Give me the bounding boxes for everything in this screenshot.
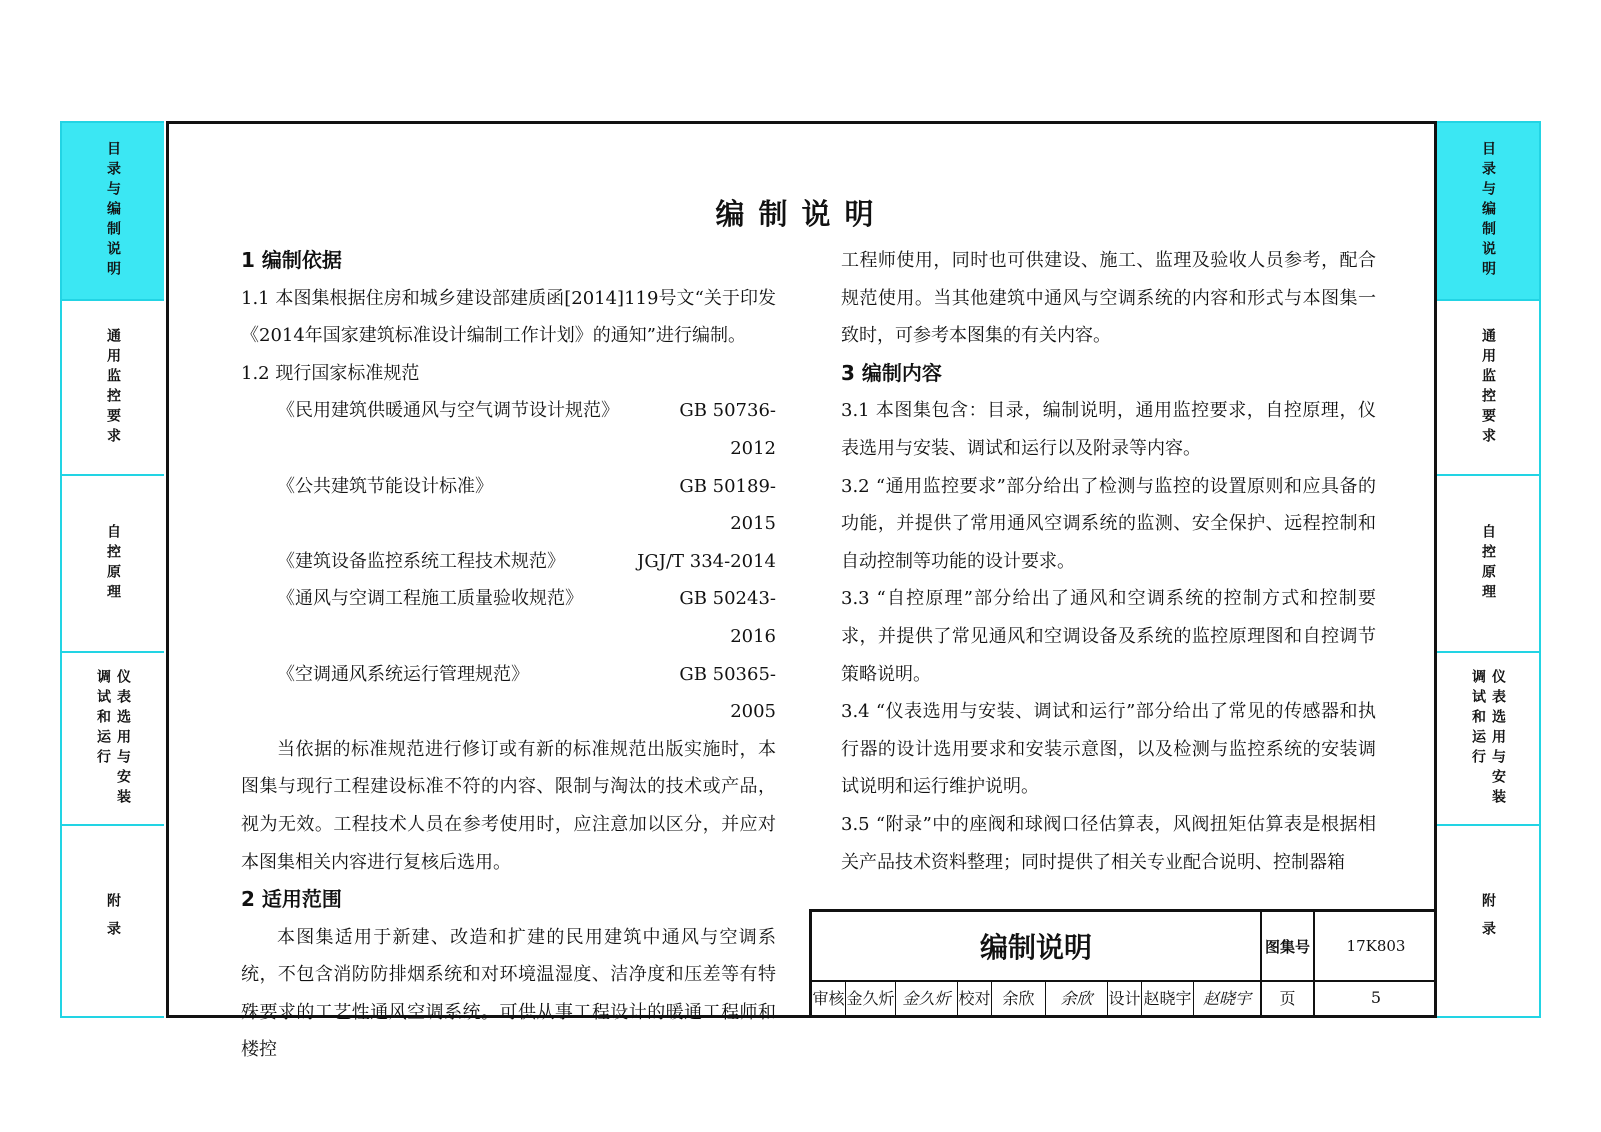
title-block bbox=[809, 909, 1437, 1015]
section-heading: 3 编制内容 bbox=[841, 360, 942, 385]
paragraph: 本图集适用于新建、改造和扩建的民用建筑中通风与空调系统，不包含消防防排烟系统和对环境温湿度、洁净度和压差等有特殊要求的工艺性通风空调系统。可供从事工程设计的暖通工程师和楼控 bbox=[241, 926, 776, 1061]
nav-tab-label: 自控原理 bbox=[1480, 523, 1496, 604]
paragraph: 1.2 现行国家标准规范 bbox=[241, 362, 420, 384]
reviewer-name: 金久炘 bbox=[846, 980, 896, 1015]
nav-tab-label-col2: 调试和运行 bbox=[95, 668, 111, 769]
paragraph: 当依据的标准规范进行修订或有新的标准规范出版实施时，本图集与现行工程建设标准不符的内容、限制与淘汰的技术或产品，视为无效。工程技术人员在参考使用时，应注意加以区分，并应对本图集相关内容进行复核后选用。 bbox=[241, 738, 776, 873]
standard-code: GB 50365-2005 bbox=[679, 663, 776, 723]
section-heading: 1 编制依据 bbox=[241, 248, 342, 272]
nav-tab-label: 目录与编制说明 bbox=[105, 141, 121, 281]
standard-row bbox=[241, 656, 776, 731]
nav-tab-label: 通用监控要求 bbox=[1480, 327, 1496, 448]
paragraph: 3.5 “附录”中的座阀和球阀口径估算表，风阀扭矩估算表是根据相关产品技术资料整理；同时提供了相关专业配合说明、控制器箱 bbox=[841, 813, 1376, 873]
standard-row bbox=[241, 468, 776, 543]
check-label: 校对 bbox=[958, 980, 992, 1015]
nav-tab-appendix[interactable] bbox=[1437, 826, 1539, 1016]
paragraph: 1.1 本图集根据住房和城乡建设部建质函[2014]119号文“关于印发《2014年国家建筑标准设计编制工作计划》的通知”进行编制。 bbox=[241, 287, 776, 347]
paragraph: 3.1 本图集包含：目录，编制说明，通用监控要求，自控原理，仪表选用与安装、调试和运行以及附录等内容。 bbox=[841, 400, 1376, 459]
page-title: 编制说明 bbox=[715, 197, 888, 231]
checker-name: 余欣 bbox=[992, 980, 1046, 1015]
nav-tab-label-col2: 调试和运行 bbox=[1470, 668, 1486, 769]
left-text-column bbox=[241, 242, 776, 1069]
standard-code: JGJ/T 334-2014 bbox=[637, 550, 776, 572]
right-section-nav bbox=[1437, 121, 1541, 1018]
standard-code: GB 50189-2015 bbox=[679, 475, 776, 535]
nav-tab-appendix[interactable] bbox=[62, 826, 164, 1016]
reviewer-signature: 金久炘 bbox=[896, 980, 958, 1015]
standard-name: 《公共建筑节能设计标准》 bbox=[277, 475, 493, 497]
right-text-column bbox=[841, 242, 1376, 881]
section-heading: 2 适用范围 bbox=[241, 887, 342, 912]
nav-tab-label bbox=[1469, 669, 1507, 809]
designer-name: 赵晓宇 bbox=[1142, 980, 1194, 1015]
paragraph: 3.3 “自控原理”部分给出了通风和空调系统的控制方式和控制要求，并提供了常见通风和空调设备及系统的监控原理图和自控调节策略说明。 bbox=[841, 588, 1376, 685]
nav-tab-instruments[interactable] bbox=[62, 653, 164, 826]
atlas-number-label: 图集号 bbox=[1262, 912, 1315, 980]
nav-tab-label: 通用监控要求 bbox=[105, 327, 121, 448]
nav-tab-contents[interactable] bbox=[1437, 123, 1539, 301]
standard-code: GB 50736-2012 bbox=[679, 400, 776, 459]
nav-tab-label: 目录与编制说明 bbox=[1480, 141, 1496, 281]
checker-signature: 余欣 bbox=[1046, 980, 1108, 1015]
title-block-row bbox=[812, 912, 1437, 982]
nav-tab-label: 附录 bbox=[1480, 893, 1496, 949]
atlas-number: 17K803 bbox=[1346, 937, 1406, 955]
standard-row bbox=[241, 392, 776, 467]
standard-row bbox=[241, 580, 776, 655]
left-section-nav bbox=[60, 121, 164, 1018]
signature-row bbox=[812, 980, 1437, 1015]
design-label: 设计 bbox=[1108, 980, 1142, 1015]
nav-tab-instruments[interactable] bbox=[1437, 653, 1539, 826]
nav-tab-label bbox=[94, 669, 132, 809]
standard-row bbox=[241, 543, 776, 581]
designer-signature: 赵晓宇 bbox=[1194, 980, 1262, 1015]
page-label: 页 bbox=[1262, 980, 1315, 1015]
paragraph: 3.2 “通用监控要求”部分给出了检测与监控的设置原则和应具备的功能，并提供了常用通风空调系统的监测、安全保护、远程控制和自动控制等功能的设计要求。 bbox=[841, 475, 1376, 572]
title-block-title: 编制说明 bbox=[812, 912, 1262, 980]
standard-name: 《建筑设备监控系统工程技术规范》 bbox=[277, 550, 565, 572]
nav-tab-label: 附录 bbox=[105, 893, 121, 949]
nav-tab-control-principle[interactable] bbox=[62, 476, 164, 653]
nav-tab-label-col1: 仪表选用与安装 bbox=[1490, 668, 1506, 809]
nav-tab-label: 自控原理 bbox=[105, 523, 121, 604]
standard-name: 《通风与空调工程施工质量验收规范》 bbox=[277, 588, 583, 610]
nav-tab-label-col1: 仪表选用与安装 bbox=[115, 668, 131, 809]
standard-name: 《民用建筑供暖通风与空气调节设计规范》 bbox=[277, 400, 619, 422]
drawing-frame bbox=[166, 121, 1437, 1061]
nav-tab-general-monitoring[interactable] bbox=[1437, 301, 1539, 476]
paragraph: 工程师使用，同时也可供建设、施工、监理及验收人员参考，配合规范使用。当其他建筑中通风与空调系统的内容和形式与本图集一致时，可参考本图集的有关内容。 bbox=[841, 250, 1376, 347]
page-number: 5 bbox=[1370, 988, 1382, 1007]
standard-code: GB 50243-2016 bbox=[679, 588, 776, 647]
nav-tab-general-monitoring[interactable] bbox=[62, 301, 164, 476]
nav-tab-contents[interactable] bbox=[62, 123, 164, 301]
review-label: 审核 bbox=[812, 980, 846, 1015]
paragraph: 3.4 “仪表选用与安装、调试和运行”部分给出了常见的传感器和执行器的设计选用要求和安装示意图，以及检测与监控系统的安装调试说明和运行维护说明。 bbox=[841, 701, 1376, 798]
standard-name: 《空调通风系统运行管理规范》 bbox=[277, 663, 529, 685]
nav-tab-control-principle[interactable] bbox=[1437, 476, 1539, 653]
